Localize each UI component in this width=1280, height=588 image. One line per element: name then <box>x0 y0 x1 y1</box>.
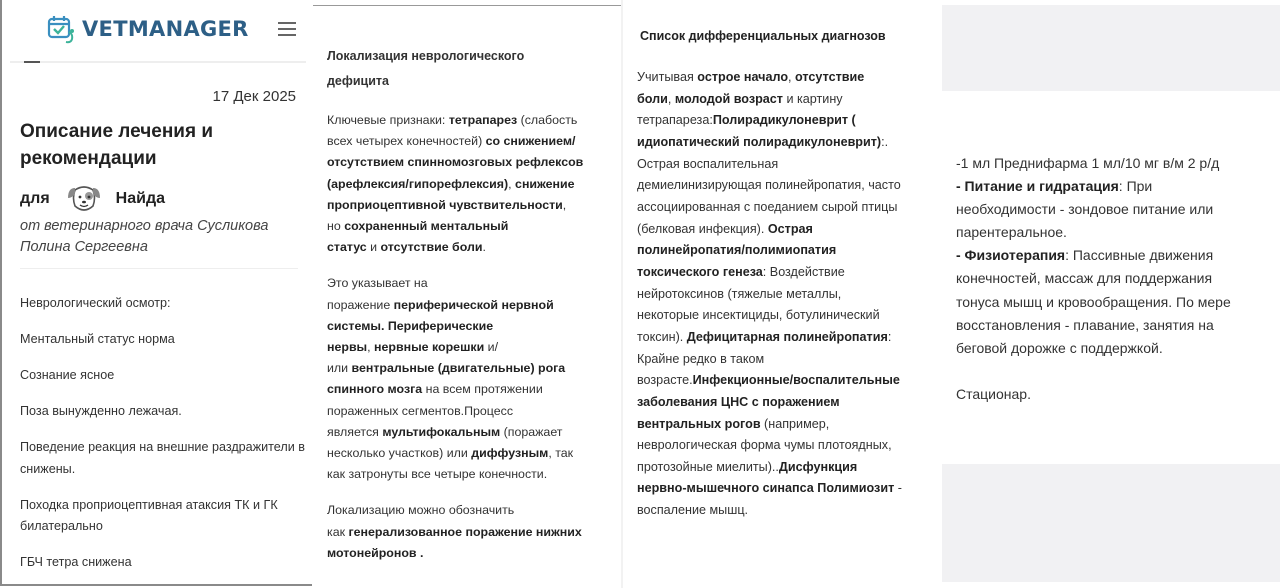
bold-text: Инфекционные/воспалительные заболевания ЦНС с поражением вентральных рогов <box>637 373 900 431</box>
text: (поражает несколько участков) или <box>327 424 563 461</box>
neuro-exam-list <box>20 293 308 574</box>
header-divider <box>10 61 306 63</box>
record-date: 17 Дек 2025 <box>212 88 296 105</box>
screenshot-panel-treatment <box>942 0 1280 588</box>
section-body <box>327 110 619 564</box>
text: Это указывает на поражение <box>327 276 428 312</box>
text: : Пассивные движения конечностей, массаж для поддержания тонуса мышц и кровообращения. По мере восстановления - плавание, занятия на беговой дорожке с поддержкой. <box>956 247 1231 356</box>
text: Учитывая <box>637 70 698 84</box>
exam-item: Неврологический осмотр: <box>20 296 171 310</box>
text: и <box>366 240 381 255</box>
bold-text: генерализованное поражение нижних мотонейронов . <box>327 524 582 560</box>
for-label: для <box>20 190 50 207</box>
text: (слабость всех четырех конечностей) <box>327 113 578 149</box>
bold-text: тетрапарез <box>448 113 518 127</box>
bold-text: отсутствие боли <box>380 240 483 255</box>
text: . <box>482 240 486 255</box>
exam-item: Ментальный статус норма <box>20 332 175 346</box>
paragraph <box>327 273 619 485</box>
text: -1 мл Преднифарма 1 мл/10 мг в/м 2 р/д <box>956 155 1220 171</box>
bold-text: - Физиотерапия <box>956 247 1066 264</box>
bold-text: диффузным <box>471 446 549 461</box>
bold-text: острое начало <box>697 70 789 84</box>
calendar-stethoscope-icon <box>46 14 76 44</box>
exam-item: Походка проприоцептивная атаксия ТК и ГК билатерально <box>20 497 278 533</box>
bold-text: снижение проприоцептивной чувствительности <box>327 176 575 212</box>
bold-text: мультифокальным <box>382 424 501 439</box>
text: , но <box>327 197 567 234</box>
divider <box>20 268 298 269</box>
paragraph <box>956 152 1278 360</box>
gray-block-bottom <box>942 464 1280 582</box>
section-body <box>637 67 939 522</box>
text: на всем протяжении пораженных сегментов.Процесс является <box>327 382 543 439</box>
bold-text: вентральные (двигательные) рога спинного мозга <box>327 361 566 397</box>
text: : При необходимости - зондовое питание или парентеральное. <box>956 178 1214 241</box>
exam-item: ГБЧ тетра снижена <box>20 555 132 569</box>
bold-text: нервные корешки <box>374 340 485 355</box>
screenshot-panel-differential <box>623 0 940 588</box>
text: : Воздействие нейротоксинов (тяжелые металлы, некоторые инсектициды, ботулинический токсин). <box>637 264 880 344</box>
text: Локализацию можно обозначить как <box>327 503 515 539</box>
doctor-name: от ветеринарного врача Сусликова Полина Сергеевна <box>20 218 269 255</box>
section-heading: Список дифференциальных диагнозов <box>640 29 886 43</box>
text: - воспаление мышц. <box>637 481 902 518</box>
screenshot-panel-localization <box>313 0 621 588</box>
paragraph <box>956 383 1278 406</box>
vetmanager-logo[interactable] <box>46 14 249 44</box>
exam-item: Сознание ясное <box>20 368 115 382</box>
bold-text: периферической нервной системы. Периферические нервы <box>327 297 554 355</box>
text: , <box>367 340 375 355</box>
text: , так как затронуты все четыре конечности. <box>327 446 574 482</box>
text: , <box>788 70 796 84</box>
text: , <box>508 176 516 191</box>
paragraph <box>327 110 619 258</box>
text: : Крайне редко в таком возрасте. <box>637 329 892 388</box>
screenshot-panel-treatment-header <box>0 0 312 586</box>
paragraph <box>637 67 939 522</box>
text: и/ или <box>327 340 499 376</box>
text: Ключевые признаки: <box>327 113 449 127</box>
text: :. Острая воспалительная демиелинизирующая полинейропатия, часто ассоциированная с поеданием сырой птицы (белковая инфекция). <box>637 134 901 236</box>
exam-item: Поведение реакция на внешние раздражители в снижены. <box>20 440 305 476</box>
dog-avatar-icon <box>66 182 102 216</box>
bold-text: Полирадикулоневрит ( идиопатический полирадикулоневрит) <box>637 113 882 149</box>
bold-text: Дисфункция нервно-мышечного синапса Полимиозит <box>637 459 895 496</box>
bold-text: Дефицитарная полинейропатия <box>686 329 888 344</box>
bold-text: Острая полинейропатия/полимиопатия токсического генеза <box>637 221 837 279</box>
top-border <box>313 5 621 6</box>
section-body <box>956 152 1278 406</box>
text: (например, неврологическая форма чумы плотоядных, протозойные миелиты).. <box>637 416 892 474</box>
page-title: Описание лечения и рекомендации <box>20 121 214 169</box>
pet-name[interactable]: Найда <box>115 190 165 207</box>
bold-text: молодой возраст <box>674 91 783 106</box>
text: Стационар. <box>956 385 1031 402</box>
bold-text: отсутствие боли <box>637 70 865 106</box>
text: и картину тетрапареза: <box>637 91 843 128</box>
bold-text: - Питание и гидратация <box>956 178 1119 195</box>
section-heading: Локализация неврологического дефицита <box>327 49 525 88</box>
text: , <box>667 91 675 106</box>
patient-line <box>20 182 165 216</box>
bold-text: со снижением/ отсутствием спинномозговых рефлексов (арефлексия/гипорефлексия) <box>327 134 584 191</box>
bold-text: сохраненный ментальный статус <box>327 219 509 255</box>
hamburger-icon[interactable] <box>278 22 296 40</box>
exam-item: Поза вынужденно лежачая. <box>20 404 182 418</box>
header-indicator <box>24 61 40 63</box>
gray-block-top <box>942 5 1280 91</box>
paragraph <box>327 500 619 564</box>
logo-text: VETMANAGER <box>82 17 249 41</box>
